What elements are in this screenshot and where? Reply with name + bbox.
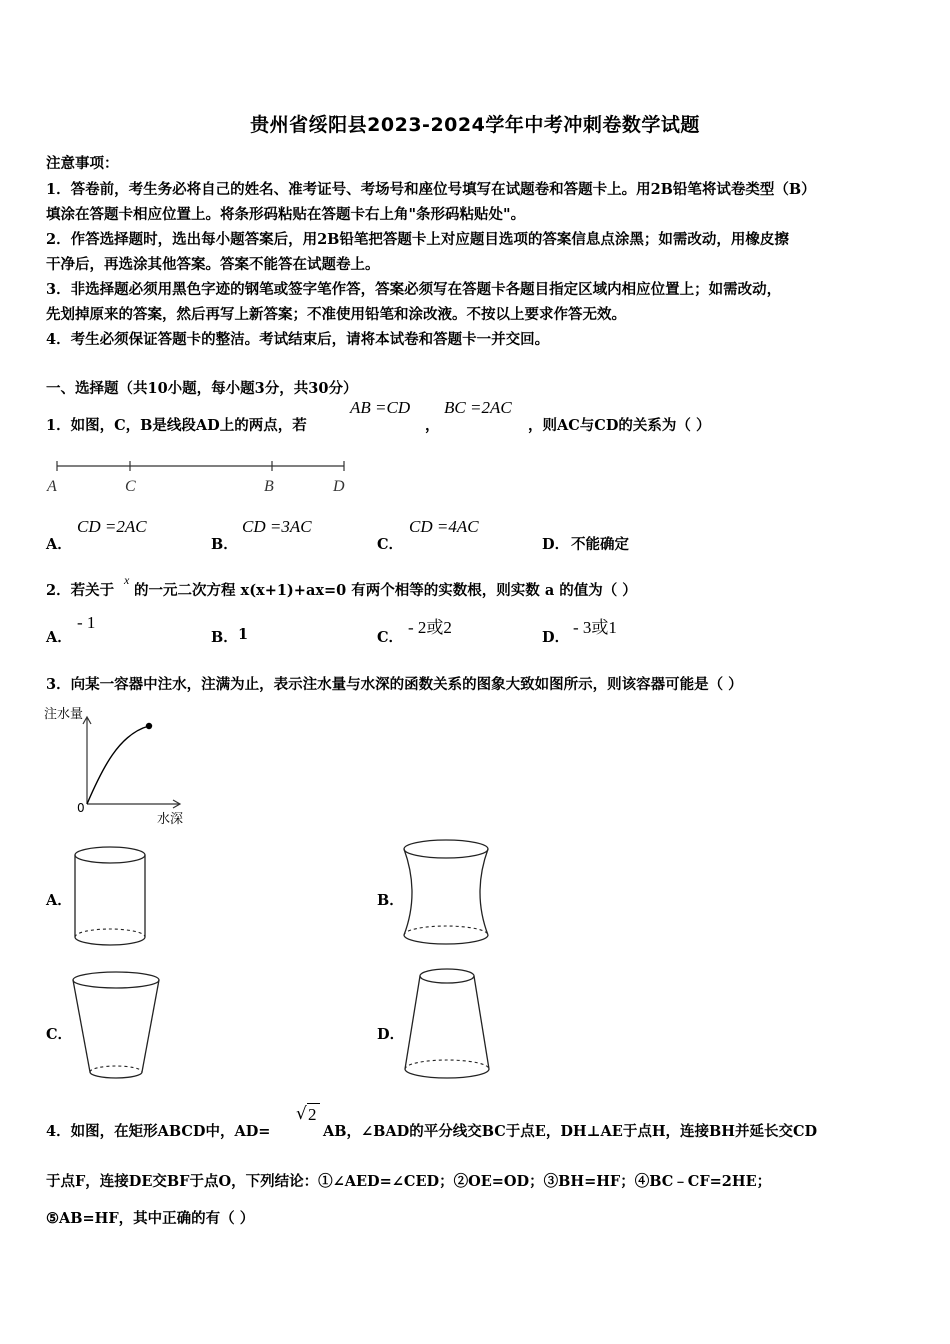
q3-stem: 3．向某一容器中注水，注满为止，表示注水量与水深的函数关系的图象大致如图所示，则该容器可能是（ ） [46, 676, 743, 693]
notes-line: 3．非选择题必须用黑色字迹的钢笔或签字笔作答，答案必须写在答题卡各题目指定区域内相应位置上；如需改动， [46, 281, 782, 298]
q1-option-a-value: CD =2AC [77, 517, 147, 536]
q4-sqrt-value: 2 [308, 1105, 317, 1124]
point-b-label: B [264, 478, 274, 495]
point-a-label: A [47, 478, 57, 495]
q2-option-a-letter: A． [46, 629, 72, 646]
point-c-label: C [125, 478, 136, 495]
q1-option-a-letter: A． [46, 536, 72, 553]
q2-option-c-letter: C． [377, 629, 404, 646]
q2-option-b-value: 1 [238, 626, 249, 643]
q1-option-b-letter: B． [211, 536, 238, 553]
section-heading: 一、选择题（共10小题，每小题3分，共30分） [46, 380, 358, 397]
segment-diagram [50, 458, 350, 478]
container-frustum [400, 966, 494, 1082]
q1-option-d-letter: D． [542, 536, 570, 553]
point-d-label: D [333, 478, 345, 495]
q3-option-a-letter: A． [46, 892, 72, 909]
q2-option-c-value: - 2或2 [408, 618, 452, 637]
q4-stem-line1: 4．如图，在矩形ABCD中，AD= [46, 1123, 271, 1140]
q1-condition-1: AB =CD [350, 398, 411, 417]
q4-stem-line3: ⑤AB=HF，其中正确的有（ ） [46, 1210, 255, 1227]
container-cup [70, 970, 162, 1082]
water-graph [74, 714, 224, 814]
notes-line: 先划掉原来的答案，然后再写上新答案；不准使用铅笔和涂改液。不按以上要求作答无效。 [46, 306, 626, 323]
q2-stem-end: 的一元二次方程 x(x+1)+ax=0 有两个相等的实数根，则实数 a 的值为（ ） [134, 582, 637, 599]
q3-option-b-letter: B． [377, 892, 404, 909]
sqrt-overline [307, 1103, 320, 1104]
q1-option-c-value: CD =4AC [409, 517, 479, 536]
graph-y-label: 注水量 [44, 707, 84, 722]
q2-option-a-value: - 1 [77, 613, 96, 632]
notes-line: 干净后，再选涂其他答案。答案不能答在试题卷上。 [46, 256, 380, 273]
notes-heading: 注意事项： [46, 155, 119, 172]
q1-option-b-value: CD =3AC [242, 517, 312, 536]
q1-condition-2: BC =2AC [444, 398, 512, 417]
notes-line: 2．作答选择题时，选出每小题答案后，用2B铅笔把答题卡上对应题目选项的答案信息点涂黑；如需改动，用橡皮擦 [46, 231, 789, 248]
q2-variable: x [124, 573, 130, 587]
q1-option-d-value: 不能确定 [571, 536, 629, 553]
q4-stem-line2: 于点F，连接DE交BF于点O，下列结论：①∠AED=∠CED；②OE=OD；③BH=HF；④BC﹣CF=2HE； [46, 1173, 772, 1190]
q2-stem: 2．若关于 [46, 582, 115, 599]
q2-option-d-letter: D． [542, 629, 570, 646]
q3-option-d-letter: D． [377, 1026, 405, 1043]
page-title: 贵州省绥阳县2023-2024学年中考冲刺卷数学试题 [250, 114, 700, 136]
q1-stem: 1．如图，C，B是线段AD上的两点，若 [46, 417, 307, 434]
q1-option-c-letter: C． [377, 536, 404, 553]
notes-line: 1．答卷前，考生务必将自己的姓名、准考证号、考场号和座位号填写在试题卷和答题卡上。用2B铅笔将试卷类型（B） [46, 181, 816, 198]
q1-stem-end: ，则AC与CD的关系为（ ） [528, 417, 711, 434]
q3-option-c-letter: C． [46, 1026, 73, 1043]
notes-line: 填涂在答题卡相应位置上。将条形码粘贴在答题卡右上角"条形码粘贴处"。 [46, 206, 526, 223]
sqrt-icon: √ [296, 1104, 307, 1124]
container-cylinder [72, 845, 154, 949]
q2-option-b-letter: B． [211, 629, 238, 646]
notes-line: 4．考生必须保证答题卡的整洁。考试结束后，请将本试卷和答题卡一并交回。 [46, 331, 550, 348]
q4-stem-line1-end: AB，∠BAD的平分线交BC于点E，DH⊥AE于点H，连接BH并延长交CD [323, 1123, 818, 1140]
q2-option-d-value: - 3或1 [573, 618, 617, 637]
graph-origin-label: 0 [77, 801, 85, 815]
q1-separator: ， [425, 417, 440, 434]
graph-x-label: 水深 [157, 812, 184, 827]
container-hourglass [400, 838, 492, 948]
